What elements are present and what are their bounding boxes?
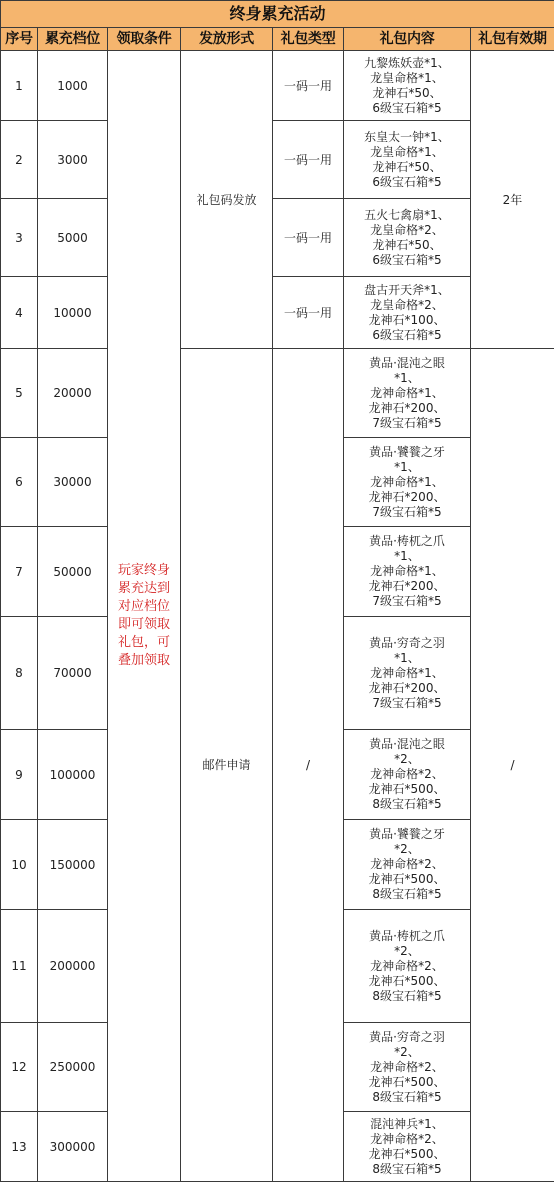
gift-content-line: 8级宝石箱*5 bbox=[372, 1089, 442, 1104]
gift-content-line: 龙神石*50、 bbox=[372, 159, 442, 174]
gift-content-line: 龙神命格*1、 bbox=[370, 385, 444, 400]
gift-content-line: 龙神石*50、 bbox=[372, 237, 442, 252]
gift-content-line: 龙神命格*1、 bbox=[370, 665, 444, 680]
gift-content-line: *2、 bbox=[394, 842, 420, 856]
gift-content-cell bbox=[344, 910, 471, 1023]
tier-cell: 100000 bbox=[38, 730, 108, 820]
gift-content-line: *2、 bbox=[394, 1044, 420, 1059]
gift-content-line: 黄品·饕餮之牙 bbox=[369, 827, 445, 841]
gift-content-line: 五火七禽扇*1、 bbox=[364, 207, 450, 222]
gift-content-line: 龙神石*200、 bbox=[368, 489, 446, 504]
header-cell: 礼包内容 bbox=[344, 28, 471, 51]
gift-content-line: 盘古开天斧*1、 bbox=[364, 282, 450, 297]
tier-cell: 5000 bbox=[38, 199, 108, 277]
header-cell: 序号 bbox=[1, 28, 38, 51]
row-number-cell: 8 bbox=[1, 617, 38, 730]
gift-content-line: 龙神石*500、 bbox=[368, 1074, 446, 1089]
tier-cell: 3000 bbox=[38, 121, 108, 199]
gift-content-cell bbox=[344, 730, 471, 820]
gift-content-line: 8级宝石箱*5 bbox=[372, 887, 442, 901]
row-number-cell: 12 bbox=[1, 1023, 38, 1112]
tier-cell: 70000 bbox=[38, 617, 108, 730]
distribution-form-cell: 邮件申请 bbox=[181, 349, 273, 1182]
gift-content-line: 7级宝石箱*5 bbox=[372, 415, 442, 430]
gift-type-cell: 一码一用 bbox=[273, 199, 344, 277]
validity-cell: 2年 bbox=[471, 51, 554, 349]
gift-content-line: *2、 bbox=[394, 752, 420, 766]
gift-content-line: 龙神石*500、 bbox=[368, 872, 446, 886]
gift-content-line: 8级宝石箱*5 bbox=[372, 797, 442, 811]
gift-content-line: 6级宝石箱*5 bbox=[372, 174, 442, 189]
gift-content-line: *1、 bbox=[394, 459, 420, 474]
gift-content-line: *1、 bbox=[394, 650, 420, 665]
condition-line: 即可领取 bbox=[117, 617, 170, 632]
gift-content-line: 东皇太一钟*1、 bbox=[364, 129, 450, 144]
gift-content-line: 8级宝石箱*5 bbox=[372, 988, 442, 1003]
gift-content-cell bbox=[344, 1112, 471, 1182]
gift-content-line: 龙神命格*1、 bbox=[370, 564, 444, 578]
condition-line: 叠加领取 bbox=[117, 653, 170, 668]
gift-content-line: 龙神石*500、 bbox=[368, 1146, 446, 1161]
gift-content-line: 黄品·梼杌之爪 bbox=[369, 928, 445, 943]
tier-cell: 10000 bbox=[38, 277, 108, 349]
gift-content-cell bbox=[344, 277, 471, 349]
gift-content-line: 龙皇命格*1、 bbox=[370, 144, 444, 159]
validity-cell: / bbox=[471, 349, 554, 1182]
gift-content-line: *1、 bbox=[394, 370, 420, 385]
gift-content-cell bbox=[344, 1023, 471, 1112]
gift-content-line: 黄品·梼杌之爪 bbox=[369, 534, 445, 548]
gift-content-line: 龙神石*200、 bbox=[368, 579, 446, 593]
tier-cell: 300000 bbox=[38, 1112, 108, 1182]
gift-content-cell bbox=[344, 121, 471, 199]
gift-content-line: 7级宝石箱*5 bbox=[372, 695, 442, 710]
gift-content-line: 龙皇命格*2、 bbox=[370, 222, 444, 237]
gift-content-line: 混沌神兵*1、 bbox=[370, 1116, 444, 1131]
gift-content-line: 龙神命格*2、 bbox=[370, 1131, 444, 1146]
header-cell: 累充档位 bbox=[38, 28, 108, 51]
header-row bbox=[1, 28, 554, 51]
tier-cell: 1000 bbox=[38, 51, 108, 121]
gift-content-line: 龙神石*200、 bbox=[368, 400, 446, 415]
gift-content-line: 龙神石*500、 bbox=[368, 782, 446, 796]
gift-content-line: 黄品·穷奇之羽 bbox=[369, 635, 445, 650]
gift-type-cell: 一码一用 bbox=[273, 51, 344, 121]
condition-cell bbox=[108, 51, 181, 1182]
gift-content-cell bbox=[344, 438, 471, 527]
table-row bbox=[1, 349, 554, 438]
row-number-cell: 6 bbox=[1, 438, 38, 527]
condition-line: 对应档位 bbox=[117, 599, 170, 614]
row-number-cell: 4 bbox=[1, 277, 38, 349]
gift-content-line: 6级宝石箱*5 bbox=[372, 100, 442, 115]
condition-line: 玩家终身 bbox=[117, 563, 170, 578]
gift-content-line: *1、 bbox=[394, 549, 420, 563]
tier-cell: 50000 bbox=[38, 527, 108, 617]
gift-type-cell: / bbox=[273, 349, 344, 1182]
gift-content-line: 黄品·饕餮之牙 bbox=[369, 444, 445, 459]
row-number-cell: 1 bbox=[1, 51, 38, 121]
row-number-cell: 10 bbox=[1, 820, 38, 910]
row-number-cell: 7 bbox=[1, 527, 38, 617]
row-number-cell: 9 bbox=[1, 730, 38, 820]
gift-content-line: 龙神石*100、 bbox=[368, 312, 446, 327]
gift-content-line: 九黎炼妖壶*1、 bbox=[364, 55, 450, 70]
header-cell: 发放形式 bbox=[181, 28, 273, 51]
gift-content-line: 6级宝石箱*5 bbox=[372, 327, 442, 342]
gift-content-line: 龙神命格*2、 bbox=[370, 857, 444, 871]
header-cell: 领取条件 bbox=[108, 28, 181, 51]
gift-content-line: 龙神石*500、 bbox=[368, 973, 446, 988]
gift-content-cell bbox=[344, 820, 471, 910]
table-title: 终身累充活动 bbox=[1, 1, 554, 28]
distribution-form-cell: 礼包码发放 bbox=[181, 51, 273, 349]
gift-content-cell bbox=[344, 199, 471, 277]
gift-content-line: 黄品·穷奇之羽 bbox=[369, 1029, 445, 1044]
gift-content-line: 7级宝石箱*5 bbox=[372, 504, 442, 519]
gift-content-line: 8级宝石箱*5 bbox=[372, 1161, 442, 1176]
row-number-cell: 13 bbox=[1, 1112, 38, 1182]
tier-cell: 30000 bbox=[38, 438, 108, 527]
gift-content-cell bbox=[344, 51, 471, 121]
row-number-cell: 3 bbox=[1, 199, 38, 277]
table-row bbox=[1, 51, 554, 121]
gift-content-line: 龙皇命格*1、 bbox=[370, 70, 444, 85]
gift-content-line: 7级宝石箱*5 bbox=[372, 594, 442, 608]
row-number-cell: 2 bbox=[1, 121, 38, 199]
gift-content-line: 龙神命格*2、 bbox=[370, 767, 444, 781]
gift-content-cell bbox=[344, 349, 471, 438]
gift-content-cell bbox=[344, 527, 471, 617]
gift-content-line: 龙神命格*2、 bbox=[370, 1059, 444, 1074]
tier-cell: 150000 bbox=[38, 820, 108, 910]
tier-cell: 20000 bbox=[38, 349, 108, 438]
row-number-cell: 11 bbox=[1, 910, 38, 1023]
gift-content-line: 黄品·混沌之眼 bbox=[369, 355, 445, 370]
condition-line: 礼包，可 bbox=[117, 635, 170, 650]
gift-type-cell: 一码一用 bbox=[273, 277, 344, 349]
tier-cell: 200000 bbox=[38, 910, 108, 1023]
gift-content-line: 龙神命格*1、 bbox=[370, 474, 444, 489]
gift-content-line: 6级宝石箱*5 bbox=[372, 252, 442, 267]
gift-content-line: *2、 bbox=[394, 943, 420, 958]
row-number-cell: 5 bbox=[1, 349, 38, 438]
gift-content-line: 龙皇命格*2、 bbox=[370, 297, 444, 312]
gift-content-line: 龙神石*50、 bbox=[372, 85, 442, 100]
condition-line: 累充达到 bbox=[117, 581, 170, 596]
gift-type-cell: 一码一用 bbox=[273, 121, 344, 199]
gift-content-cell bbox=[344, 617, 471, 730]
header-cell: 礼包类型 bbox=[273, 28, 344, 51]
gift-content-line: 龙神命格*2、 bbox=[370, 958, 444, 973]
gift-content-line: 黄品·混沌之眼 bbox=[369, 737, 445, 751]
tier-cell: 250000 bbox=[38, 1023, 108, 1112]
gift-content-line: 龙神石*200、 bbox=[368, 680, 446, 695]
header-cell: 礼包有效期 bbox=[471, 28, 554, 51]
